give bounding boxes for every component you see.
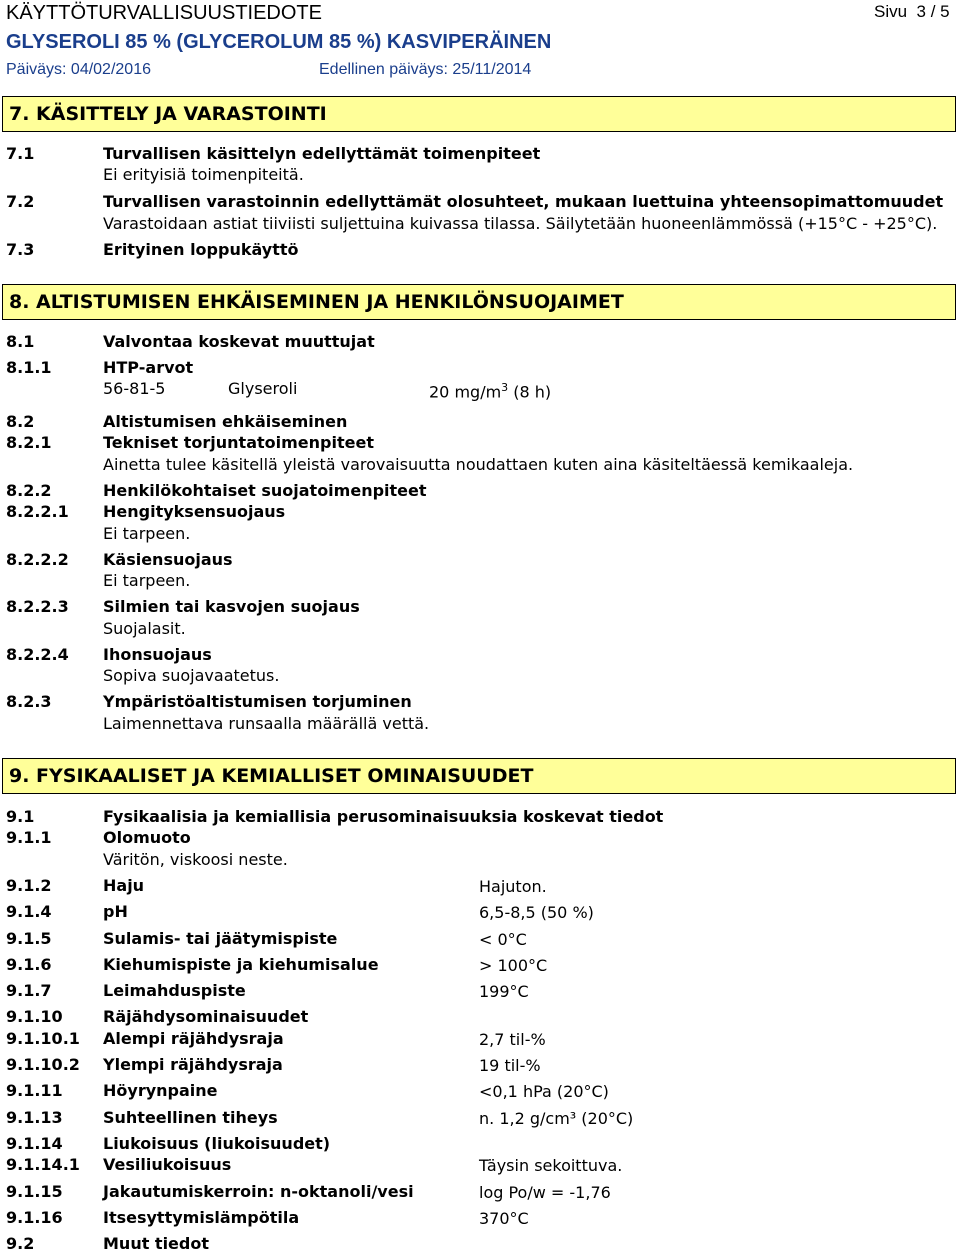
property-value: 6,5-8,5 (50 %) <box>479 903 594 922</box>
property-value: <0,1 hPa (20°C) <box>479 1082 609 1101</box>
item-title: Erityinen loppukäyttö <box>103 240 299 259</box>
property-value: 2,7 til-% <box>479 1030 546 1049</box>
item-title: Fysikaalisia ja kemiallisia perusominaisuuksia koskevat tiedot <box>103 807 664 826</box>
section-8-title: 8. ALTISTUMISEN EHKÄISEMINEN JA HENKILÖNSUOJAIMET <box>9 291 624 313</box>
item-title: Altistumisen ehkäiseminen <box>103 412 348 431</box>
property-value: 199°C <box>479 982 529 1001</box>
property-name: Leimahduspiste <box>103 981 246 1000</box>
property-number: 9.1.16 <box>6 1208 63 1227</box>
htp-substance-name: Glyseroli <box>228 379 298 398</box>
property-number: 9.1.15 <box>6 1182 63 1201</box>
item-title: HTP-arvot <box>103 358 194 377</box>
property-name: Vesiliukoisuus <box>103 1155 232 1174</box>
item-text: Väritön, viskoosi neste. <box>103 850 288 869</box>
property-value: Hajuton. <box>479 877 547 896</box>
property-value: log Po/w = -1,76 <box>479 1183 611 1202</box>
item-text: Ainetta tulee käsitellä yleistä varovaisuutta noudattaen kuten aina käsiteltäessä kemikaaleja. <box>103 455 854 474</box>
item-number: 8.2.2.2 <box>6 550 69 569</box>
item-title: Tekniset torjuntatoimenpiteet <box>103 433 374 452</box>
property-number: 9.1.2 <box>6 876 52 895</box>
htp-cas-number: 56-81-5 <box>103 379 166 398</box>
property-name: Liukoisuus (liukoisuudet) <box>103 1134 331 1153</box>
item-title: Ihonsuojaus <box>103 645 212 664</box>
property-value: 370°C <box>479 1209 529 1228</box>
item-text: Sopiva suojavaatetus. <box>103 666 280 685</box>
property-number: 9.1.6 <box>6 955 52 974</box>
property-name: Kiehumispiste ja kiehumisalue <box>103 955 379 974</box>
item-text: Ei tarpeen. <box>103 571 191 590</box>
property-name: Alempi räjähdysraja <box>103 1029 284 1048</box>
item-title: Turvallisen varastoinnin edellyttämät olosuhteet, mukaan luettuina yhteensopimattomuudet <box>103 192 944 211</box>
section-9-heading <box>2 758 956 794</box>
htp-value-main: 20 mg/m <box>429 382 502 402</box>
item-text: Ei erityisiä toimenpiteitä. <box>103 165 304 184</box>
item-text: Suojalasit. <box>103 619 186 638</box>
property-number: 9.1.5 <box>6 929 52 948</box>
item-number: 8.2.3 <box>6 692 52 711</box>
item-number: 8.2 <box>6 412 35 431</box>
property-name: Räjähdysominaisuudet <box>103 1007 309 1026</box>
section-7-title: 7. KÄSITTELY JA VARASTOINTI <box>9 103 327 125</box>
property-value: Täysin sekoittuva. <box>479 1156 623 1175</box>
item-number: 8.1 <box>6 332 35 351</box>
property-value: n. 1,2 g/cm³ (20°C) <box>479 1109 634 1128</box>
previous-date-label: Edellinen päiväys: 25/11/2014 <box>319 61 532 78</box>
property-number: 9.1.7 <box>6 981 52 1000</box>
item-number: 8.2.2 <box>6 481 52 500</box>
item-number: 7.2 <box>6 192 35 211</box>
property-number: 9.1.11 <box>6 1081 63 1100</box>
item-title: Henkilökohtaiset suojatoimenpiteet <box>103 481 427 500</box>
item-number: 8.2.1 <box>6 433 52 452</box>
item-number: 8.2.2.4 <box>6 645 69 664</box>
htp-value-period: (8 h) <box>508 382 552 402</box>
property-number: 9.1.14 <box>6 1134 63 1153</box>
section-7-heading <box>2 96 956 132</box>
item-number: 8.1.1 <box>6 358 52 377</box>
property-name: Suhteellinen tiheys <box>103 1108 278 1127</box>
item-text: Ei tarpeen. <box>103 524 191 543</box>
item-title: Valvontaa koskevat muuttujat <box>103 332 375 351</box>
item-title: Olomuoto <box>103 828 191 847</box>
property-name: Haju <box>103 876 145 895</box>
property-name: Ylempi räjähdysraja <box>103 1055 283 1074</box>
property-value: > 100°C <box>479 956 548 975</box>
item-title: Käsiensuojaus <box>103 550 233 569</box>
item-title: Ympäristöaltistumisen torjuminen <box>103 692 412 711</box>
property-name: Sulamis- tai jäätymispiste <box>103 929 338 948</box>
item-number: 7.1 <box>6 144 35 163</box>
property-number: 9.1.4 <box>6 902 52 921</box>
property-number: 9.1.10 <box>6 1007 63 1026</box>
property-value: < 0°C <box>479 930 527 949</box>
property-number: 9.1.14.1 <box>6 1155 80 1174</box>
item-number: 9.1.1 <box>6 828 52 847</box>
item-number: 8.2.2.1 <box>6 502 69 521</box>
property-name: Jakautumiskerroin: n-oktanoli/vesi <box>103 1182 414 1201</box>
property-name: pH <box>103 902 128 921</box>
property-number: 9.2 <box>6 1234 35 1253</box>
page-indicator: Sivu 3 / 5 <box>874 2 950 21</box>
item-title: Silmien tai kasvojen suojaus <box>103 597 360 616</box>
htp-value <box>429 381 551 401</box>
property-name: Muut tiedot <box>103 1234 209 1253</box>
section-8-heading <box>2 284 956 320</box>
property-number: 9.1.10.1 <box>6 1029 80 1048</box>
document-title: KÄYTTÖTURVALLISUUSTIEDOTE <box>6 2 322 24</box>
item-number: 9.1 <box>6 807 35 826</box>
item-number: 8.2.2.3 <box>6 597 69 616</box>
product-name: GLYSEROLI 85 % (GLYCEROLUM 85 %) KASVIPERÄINEN <box>6 31 552 53</box>
property-name: Itsesyttymislämpötila <box>103 1208 300 1227</box>
property-name: Höyrynpaine <box>103 1081 218 1100</box>
section-9-title: 9. FYSIKAALISET JA KEMIALLISET OMINAISUUDET <box>9 765 534 787</box>
property-number: 9.1.13 <box>6 1108 63 1127</box>
property-number: 9.1.10.2 <box>6 1055 80 1074</box>
item-text: Varastoidaan astiat tiiviisti suljettuina kuivassa tilassa. Säilytetään huoneenlämmössä (+15°C - +25°C). <box>103 214 938 233</box>
item-title: Turvallisen käsittelyn edellyttämät toimenpiteet <box>103 144 541 163</box>
property-value: 19 til-% <box>479 1056 541 1075</box>
date-label: Päiväys: 04/02/2016 <box>6 61 151 78</box>
item-number: 7.3 <box>6 240 35 259</box>
htp-value-exponent: 3 <box>501 381 509 394</box>
item-title: Hengityksensuojaus <box>103 502 286 521</box>
item-text: Laimennettava runsaalla määrällä vettä. <box>103 714 430 733</box>
